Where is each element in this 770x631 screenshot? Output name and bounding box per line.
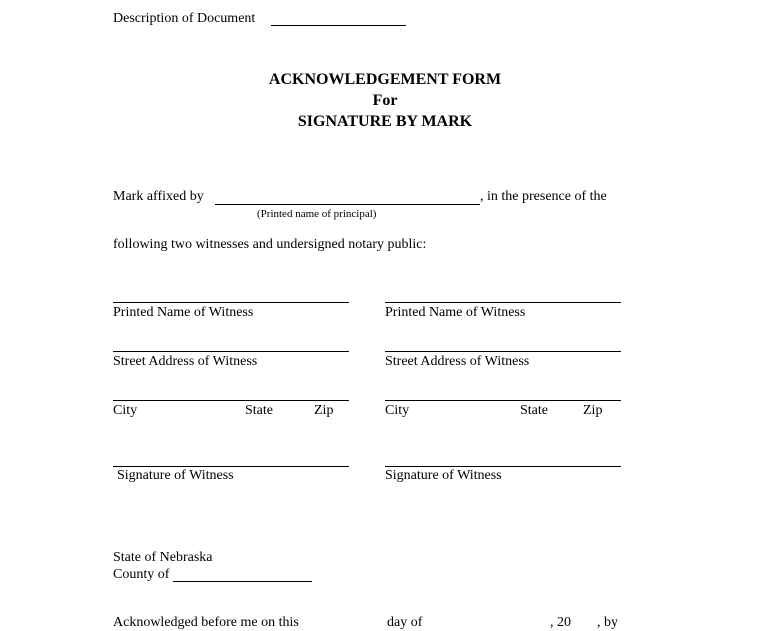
left-witness-signature-field[interactable] <box>113 466 349 467</box>
day-of-text: day of <box>387 615 423 630</box>
title-line-1: ACKNOWLEDGEMENT FORM <box>268 71 502 88</box>
mark-affixed-label: Mark affixed by <box>113 189 204 204</box>
year-prefix-text: , 20 <box>550 615 571 630</box>
county-label: County of <box>113 567 170 582</box>
left-witness-name-label: Printed Name of Witness <box>113 305 254 320</box>
title-line-2: For <box>372 92 398 109</box>
by-text: , by <box>597 615 618 630</box>
presence-text: , in the presence of the <box>480 189 607 204</box>
left-witness-name-field[interactable] <box>113 302 349 303</box>
left-witness-street-label: Street Address of Witness <box>113 354 258 369</box>
left-witness-signature-label: Signature of Witness <box>117 468 234 483</box>
right-witness-name-label: Printed Name of Witness <box>385 305 526 320</box>
following-text: following two witnesses and undersigned notary public: <box>113 237 427 252</box>
county-field[interactable] <box>173 581 312 582</box>
right-witness-signature-label: Signature of Witness <box>385 468 502 483</box>
right-witness-zip-label: Zip <box>583 403 603 418</box>
left-witness-city-label: City <box>113 403 138 418</box>
state-label: State of Nebraska <box>113 550 213 565</box>
acknowledged-text: Acknowledged before me on this <box>113 615 299 630</box>
principal-name-hint: (Printed name of principal) <box>257 208 377 220</box>
right-witness-city-field[interactable] <box>385 400 621 401</box>
right-witness-name-field[interactable] <box>385 302 621 303</box>
left-witness-state-label: State <box>245 403 273 418</box>
title-line-3: SIGNATURE BY MARK <box>297 113 473 130</box>
description-field[interactable] <box>271 25 406 26</box>
right-witness-street-label: Street Address of Witness <box>385 354 530 369</box>
description-label: Description of Document <box>113 11 256 26</box>
right-witness-signature-field[interactable] <box>385 466 621 467</box>
right-witness-street-field[interactable] <box>385 351 621 352</box>
left-witness-city-field[interactable] <box>113 400 349 401</box>
principal-name-field[interactable] <box>215 204 480 205</box>
left-witness-street-field[interactable] <box>113 351 349 352</box>
right-witness-state-label: State <box>520 403 548 418</box>
left-witness-zip-label: Zip <box>314 403 334 418</box>
right-witness-city-label: City <box>385 403 410 418</box>
